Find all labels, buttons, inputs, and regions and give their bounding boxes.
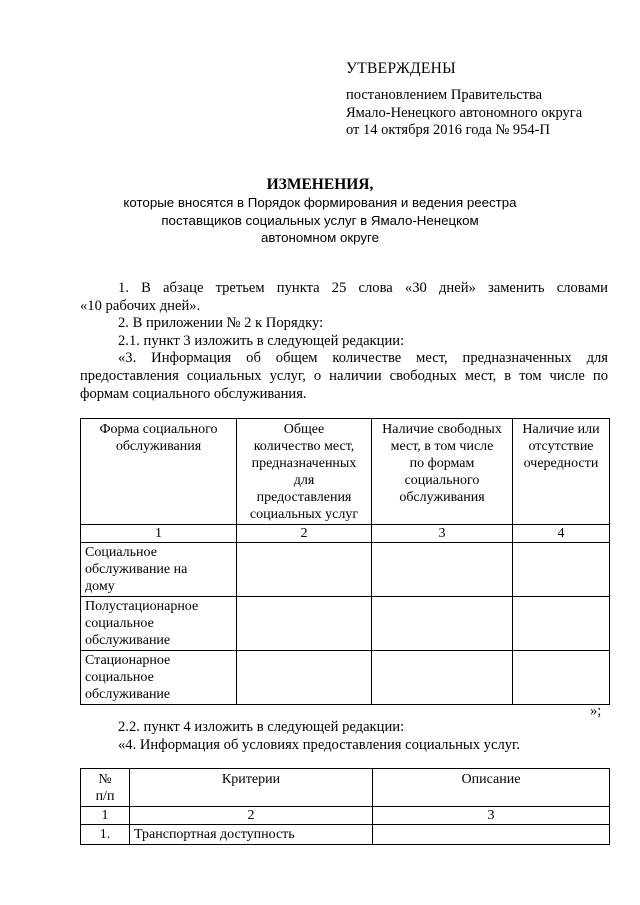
column-number: 2 — [130, 807, 373, 825]
row-label: Стационарное социальное обслуживание — [81, 651, 237, 705]
column-number-row — [81, 807, 610, 825]
empty-cell — [372, 651, 513, 705]
table-row — [81, 825, 610, 845]
heading-title: ИЗМЕНЕНИЯ, — [266, 176, 374, 193]
approval-title: УТВЕРЖДЕНЫ — [346, 60, 456, 77]
paragraph-6: «4. Информация об условиях предоставления социальных услуг. — [118, 736, 521, 753]
row-label: Социальное обслуживание на дому — [81, 543, 237, 597]
column-number: 2 — [237, 525, 372, 543]
approval-line-1: постановлением Правительства — [346, 87, 543, 103]
header-cell: Общее количество мест, предназначенных для предоставления социальных услуг — [237, 419, 372, 525]
header-cell: Форма социального обслуживания — [81, 419, 237, 525]
approval-line-3: от 14 октября 2016 года № 954-П — [346, 122, 550, 138]
empty-cell — [372, 543, 513, 597]
row-description — [373, 825, 610, 845]
column-number: 3 — [373, 807, 610, 825]
heading-sub-3: автономном округе — [260, 230, 380, 245]
header-cell: № п/п — [81, 769, 130, 807]
table-header-row — [81, 419, 610, 525]
row-criterion: Транспортная доступность — [130, 825, 373, 845]
approval-line-2: Ямало-Ненецкого автономного округа — [346, 104, 583, 121]
paragraph-4-line-3: формам социального обслуживания. — [80, 385, 307, 402]
conditions-table — [80, 768, 610, 845]
approval-block — [346, 60, 582, 140]
empty-cell — [237, 543, 372, 597]
column-number-row — [81, 525, 610, 543]
empty-cell — [237, 651, 372, 705]
header-cell: Описание — [373, 769, 610, 807]
table-header-row — [81, 769, 610, 807]
row-label: Полустационарное социальное обслуживание — [81, 597, 237, 651]
places-table — [80, 418, 610, 705]
empty-cell — [513, 543, 610, 597]
table-row — [81, 543, 610, 597]
empty-cell — [237, 597, 372, 651]
header-cell: Наличие или отсутствие очередности — [513, 419, 610, 525]
column-number: 3 — [372, 525, 513, 543]
column-number: 4 — [513, 525, 610, 543]
table-row — [81, 597, 610, 651]
body-text-2 — [80, 719, 608, 754]
empty-cell — [513, 651, 610, 705]
document-heading — [0, 176, 640, 247]
paragraph-5: 2.2. пункт 4 изложить в следующей редакции: — [118, 719, 405, 735]
header-cell: Критерии — [130, 769, 373, 807]
heading-sub-1: которые вносятся в Порядок формирования и ведения реестра — [123, 195, 517, 210]
table-row — [81, 651, 610, 705]
paragraph-3: 2.1. пункт 3 изложить в следующей редакции: — [118, 332, 405, 349]
heading-sub-2: поставщиков социальных услуг в Ямало-Ненецком — [161, 212, 479, 228]
paragraph-1-line-1: 1. В абзаце третьем пункта 25 слова «30 дней» заменить словами — [118, 280, 608, 296]
row-number: 1. — [81, 825, 130, 845]
column-number: 1 — [81, 525, 237, 543]
column-number: 1 — [81, 807, 130, 825]
body-text — [80, 280, 608, 403]
paragraph-2: 2. В приложении № 2 к Порядку: — [118, 315, 324, 332]
empty-cell — [513, 597, 610, 651]
paragraph-4-line-2: предоставления социальных услуг, о наличии свободных мест, в том числе по — [80, 367, 608, 384]
quote-end: »; — [590, 703, 602, 719]
paragraph-1-line-2: «10 рабочих дней». — [80, 297, 201, 314]
paragraph-4-line-1: «3. Информация об общем количестве мест, предназначенных для — [118, 350, 608, 367]
header-cell: Наличие свободных мест, в том числе по формам социального обслуживания — [372, 419, 513, 525]
empty-cell — [372, 597, 513, 651]
